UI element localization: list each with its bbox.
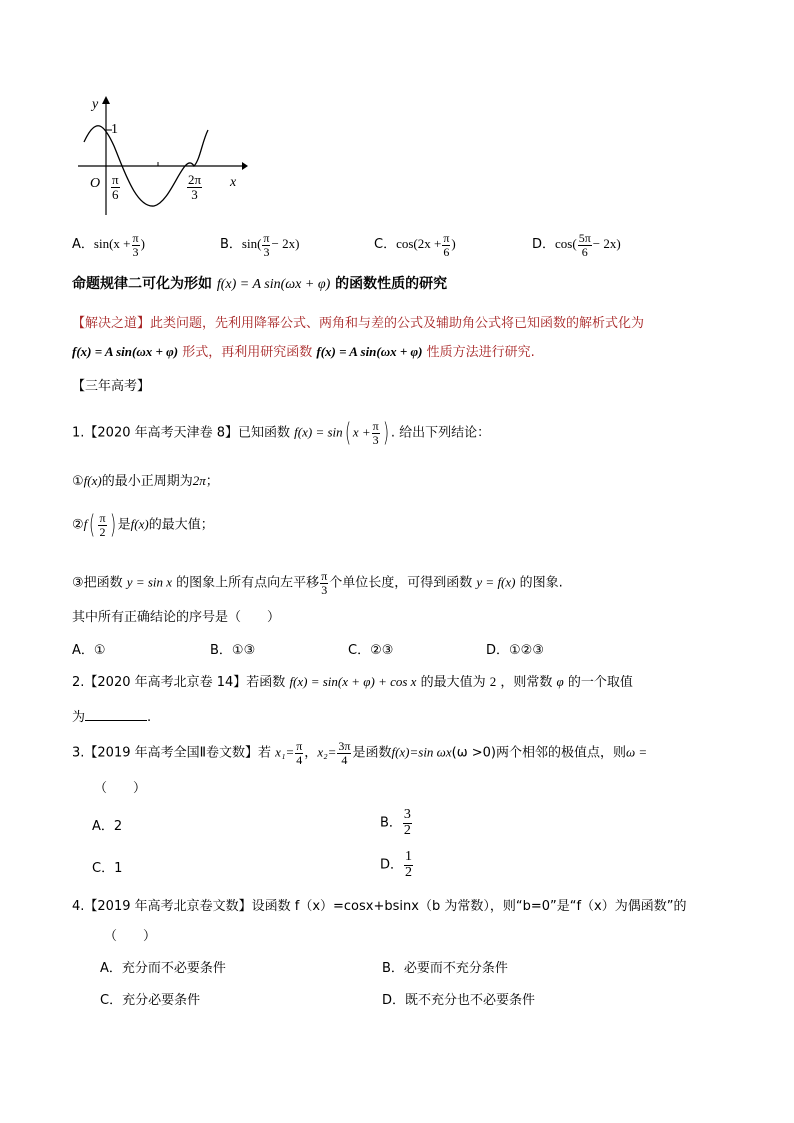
- q2-answer-blank[interactable]: [85, 708, 147, 721]
- q1-option-b: B．①③: [210, 643, 256, 658]
- q1-statement-3: ③把函数 y = sin x 的图象上所有点向左平移 $\frac{\pi}{3}$ 个单位长度，可得到函数 y = f(x) 的图象.: [72, 569, 563, 597]
- graph-one-label: 1: [111, 122, 118, 137]
- q3-stem: 3.【2019 年高考全国Ⅱ卷文数】若 x₁= $\frac{\pi}{4}$ ，x₂= $\frac{3\pi}{4}$ 是函数f(x)=sin ωx(ω >0)两个相邻的极值点，则ω =: [72, 739, 648, 767]
- method-line-2: f(x) = A sin(ωx + φ) 形式，再利用研究函数 f(x) = A sin(ωx + φ) 性质方法进行研究.: [72, 344, 535, 360]
- option-b: B．sin( $\frac{\pi}{3}$ − 2x): [220, 231, 300, 259]
- q3-paren: （ ）: [94, 781, 147, 796]
- q4-option-c: C．充分必要条件: [100, 993, 201, 1008]
- option-c: C．cos(2x + $\frac{\pi}{6}$ ): [374, 231, 456, 259]
- graph-tick-2pi-3: $\frac{2\pi}{3}$: [188, 172, 202, 202]
- q4-stem: 4.【2019 年高考北京卷文数】设函数 f（x）=cosx+bsinx（b 为常数），则“b=0”是“f（x）为偶函数”的: [72, 899, 687, 914]
- q4-option-a: A．充分而不必要条件: [100, 961, 226, 976]
- graph-tick-pi-6: $\frac{\pi}{6}$: [112, 172, 119, 202]
- q1-option-c: C．②③: [348, 643, 394, 658]
- q1-statement-1: ①f(x)的最小正周期为2π；: [72, 473, 219, 489]
- q3-option-c: C．1: [92, 861, 123, 876]
- graph-x-label: x: [230, 175, 237, 190]
- method-line-1: 【解决之道】此类问题，先利用降幂公式、两角和与差的公式及辅助角公式将已知函数的解析式化为: [72, 316, 645, 331]
- q2-answer-line: 为 .: [72, 710, 152, 725]
- three-years-heading: 【三年高考】: [72, 379, 151, 394]
- q1-option-d: D．①②③: [486, 643, 544, 658]
- q2-stem: 2.【2020 年高考北京卷 14】若函数 f(x) = sin(x + φ) + cos x 的最大值为 2 ，则常数 φ 的一个取值: [72, 674, 633, 690]
- section-title: 命题规律二可化为形如 f(x) = A sin(ωx + φ) 的函数性质的研究: [72, 276, 448, 292]
- q3-option-a: A．2: [92, 819, 123, 834]
- q1-option-a: A．①: [72, 643, 106, 658]
- q3-option-d: D． $\frac{1}{2}$: [380, 849, 413, 880]
- graph-origin-label: O: [90, 176, 101, 191]
- q3-option-b: B． $\frac{3}{2}$: [380, 807, 411, 838]
- q1-stem: 1.【2020 年高考天津卷 8】已知函数 f(x) = sin( x + $\frac{\pi}{3}$ ) . 给出下列结论：: [72, 418, 491, 449]
- option-d: D．cos( $\frac{5\pi}{6}$ − 2x): [532, 231, 621, 259]
- q4-option-b: B．必要而不充分条件: [382, 961, 508, 976]
- q1-statement-2: ②f( $\frac{\pi}{2}$ ) 是f(x)的最大值；: [72, 510, 214, 541]
- graph-y-label: y: [92, 97, 99, 112]
- q4-option-d: D．既不充分也不必要条件: [382, 993, 536, 1008]
- q4-paren: （ ）: [104, 929, 157, 944]
- q1-question: 其中所有正确结论的序号是（ ）: [72, 610, 281, 625]
- option-a: A．sin(x + $\frac{\pi}{3}$ ): [72, 231, 145, 259]
